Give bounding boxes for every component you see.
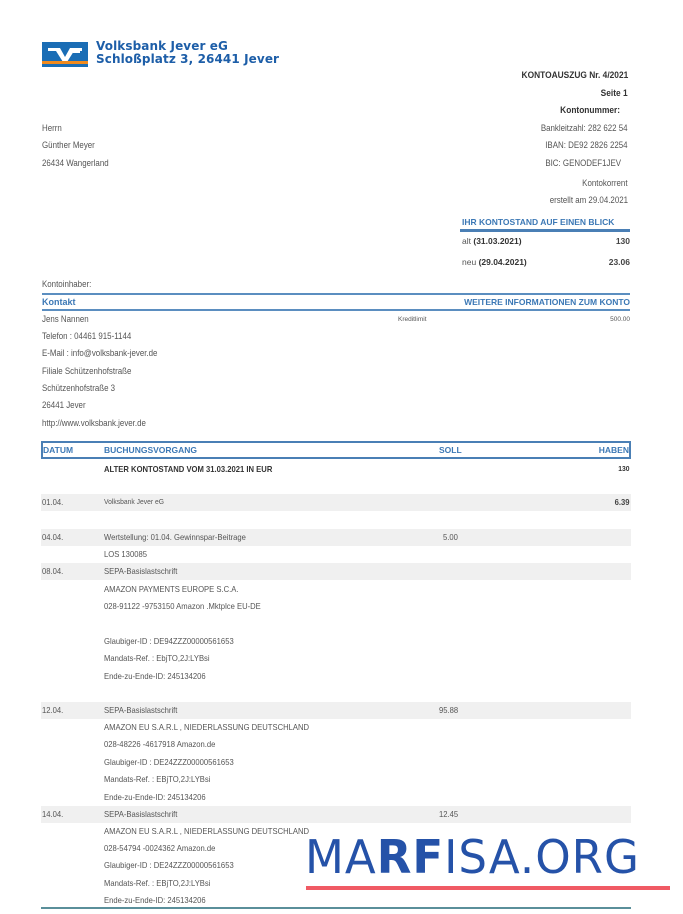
contact-branch: Filiale Schützenhofstraße (42, 366, 132, 376)
old-label: alt (462, 236, 471, 246)
row-detail: AMAZON PAYMENTS EUROPE S.C.A. (104, 584, 239, 594)
row-detail: AMAZON EU S.A.R.L , NIEDERLASSUNG DEUTSCHLAND (104, 826, 310, 836)
row-date: 14.04. (42, 809, 64, 819)
bank-logo-icon (42, 42, 88, 67)
row-detail: Mandats-Ref. : EBjTO,2J:LYBsi (104, 774, 211, 784)
row-detail: Mandats-Ref. : EBjTO,2J:LYBsi (104, 878, 211, 888)
row-detail: 028-48226 -4617918 Amazon.de (104, 739, 216, 749)
bank-header (96, 40, 279, 66)
row-detail: Mandats-Ref. : EbjTO,2J:LYBsi (104, 653, 210, 663)
header-description: BUCHUNGSVORGANG (104, 445, 198, 455)
contact-street: Schützenhofstraße 3 (42, 383, 116, 393)
row-date: 12.04. (42, 705, 64, 715)
recipient-city: 26434 Wangerland (42, 158, 109, 168)
bank-code: Bankleitzahl: 282 622 54 (541, 123, 628, 133)
old-amount: 130 (615, 236, 630, 246)
row-description: SEPA-Basislastschrift (104, 566, 178, 576)
row-date: 04.04. (42, 532, 64, 542)
info-heading: WEITERE INFORMATIONEN ZUM KONTO (464, 297, 630, 307)
old-date: (31.03.2021) (473, 236, 522, 246)
row-description: SEPA-Basislastschrift (104, 705, 178, 715)
new-label: neu (462, 257, 477, 267)
statement-title: KONTOAUSZUG Nr. 4/2021 (521, 70, 628, 81)
page-number: Seite 1 (601, 88, 628, 99)
credit-limit-label: Kreditlimit (398, 316, 427, 323)
account-number-label: Kontonummer: (560, 105, 620, 116)
account-type: Kontokorrent (582, 178, 628, 188)
table-bottom-rule (41, 907, 631, 909)
row-date: 08.04. (42, 566, 64, 576)
header-date: DATUM (43, 445, 74, 455)
row-date: 01.04. (42, 497, 64, 507)
overview-rule (460, 229, 630, 232)
contact-bar (42, 293, 630, 311)
watermark-part: ISA.ORG (444, 830, 640, 884)
bank-name: Volksbank Jever eG (96, 39, 228, 53)
header-credit: HABEN (598, 445, 629, 455)
old-balance-row (462, 236, 630, 246)
new-balance-row (462, 257, 630, 267)
row-detail: LOS 130085 (104, 549, 147, 559)
row-debit: 95.88 (439, 705, 459, 715)
header-debit: SOLL (439, 445, 462, 455)
opening-balance-label: ALTER KONTOSTAND VOM 31.03.2021 IN EUR (104, 464, 273, 474)
contact-email: E-Mail : info@volksbank-jever.de (42, 348, 158, 358)
contact-website[interactable]: http://www.volksbank.jever.de (42, 418, 146, 428)
row-description: SEPA-Basislastschrift (104, 809, 178, 819)
row-detail: Glaubiger-ID : DE24ZZZ00000561653 (104, 860, 234, 870)
row-description: Volksbank Jever eG (104, 497, 165, 506)
row-detail: AMAZON EU S.A.R.L , NIEDERLASSUNG DEUTSCHLAND (104, 722, 310, 732)
row-description: Wertstellung: 01.04. Gewinnspar-Beitrage (104, 532, 246, 542)
contact-phone: Telefon : 04461 915-1144 (42, 331, 132, 341)
contact-heading: Kontakt (42, 297, 76, 307)
new-amount: 23.06 (608, 257, 630, 267)
recipient-name: Günther Meyer (42, 140, 95, 150)
row-debit: 12.45 (439, 809, 459, 819)
contact-person: Jens Nannen (42, 314, 89, 324)
new-date: (29.04.2021) (478, 257, 527, 267)
watermark-underline (306, 886, 670, 890)
row-detail: 028-91122 -9753150 Amazon .Mktplce EU-DE (104, 601, 261, 611)
row-credit: 6.39 (615, 497, 630, 507)
iban: IBAN: DE92 2826 2254 (545, 140, 628, 150)
bank-address: Schloßplatz 3, 26441 Jever (96, 52, 280, 66)
watermark-part: MA (305, 830, 377, 884)
row-detail: Glaubiger-ID : DE94ZZZ00000561653 (104, 636, 234, 646)
table-header (41, 441, 631, 459)
row-detail: 028-54794 -0024362 Amazon.de (104, 843, 216, 853)
overview-title: IHR KONTOSTAND AUF EINEN BLICK (462, 217, 615, 227)
recipient-salutation: Herrn (42, 123, 62, 133)
opening-balance-amount: 130 (618, 464, 630, 473)
row-debit: 5.00 (443, 532, 458, 542)
row-detail: Glaubiger-ID : DE24ZZZ00000561653 (104, 757, 234, 767)
watermark-part-bold: RF (376, 830, 445, 884)
bic: BIC: GENODEF1JEV (545, 158, 621, 168)
credit-limit-value: 500.00 (610, 316, 630, 323)
created-date: erstellt am 29.04.2021 (549, 195, 628, 205)
row-detail: Ende-zu-Ende-ID: 245134206 (104, 895, 206, 905)
holder-label: Kontoinhaber: (42, 279, 92, 289)
contact-city: 26441 Jever (42, 400, 86, 410)
row-detail: Ende-zu-Ende-ID: 245134206 (104, 792, 206, 802)
row-detail: Ende-zu-Ende-ID: 245134206 (104, 671, 206, 681)
watermark-text (305, 832, 640, 882)
